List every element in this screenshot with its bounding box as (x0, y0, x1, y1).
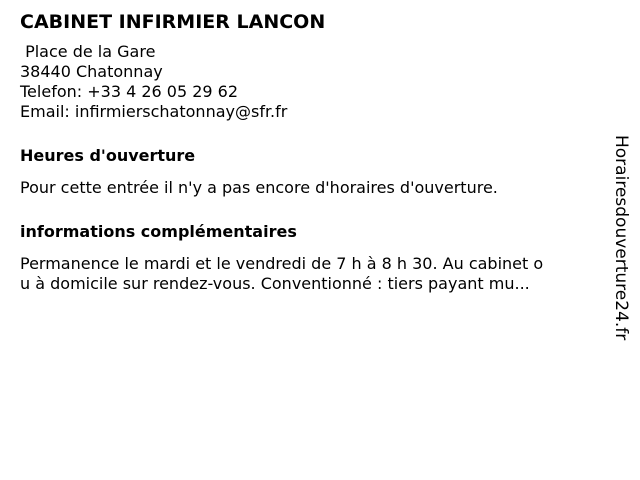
business-card (20, 10, 595, 294)
site-watermark-text: Horairesdouverture24.fr (611, 135, 631, 341)
additional-info-line-2: u à domicile sur rendez-vous. Conventionné : tiers payant mu... (20, 274, 530, 293)
opening-hours-text: Pour cette entrée il n'y a pas encore d'horaires d'ouverture. (20, 178, 498, 197)
email-address: Email: infirmierschatonnay@sfr.fr (20, 102, 288, 121)
phone-number: Telefon: +33 4 26 05 29 62 (20, 82, 239, 101)
site-watermark (610, 135, 634, 345)
additional-info-text (20, 254, 595, 294)
address-city: 38440 Chatonnay (20, 62, 163, 81)
address-street: Place de la Gare (20, 42, 156, 61)
contact-block (20, 42, 595, 122)
additional-info-line-1: Permanence le mardi et le vendredi de 7 h à 8 h 30. Au cabinet o (20, 254, 544, 273)
additional-info-heading: informations complémentaires (20, 222, 297, 241)
opening-hours-heading: Heures d'ouverture (20, 146, 196, 165)
business-name: CABINET INFIRMIER LANCON (20, 11, 326, 33)
